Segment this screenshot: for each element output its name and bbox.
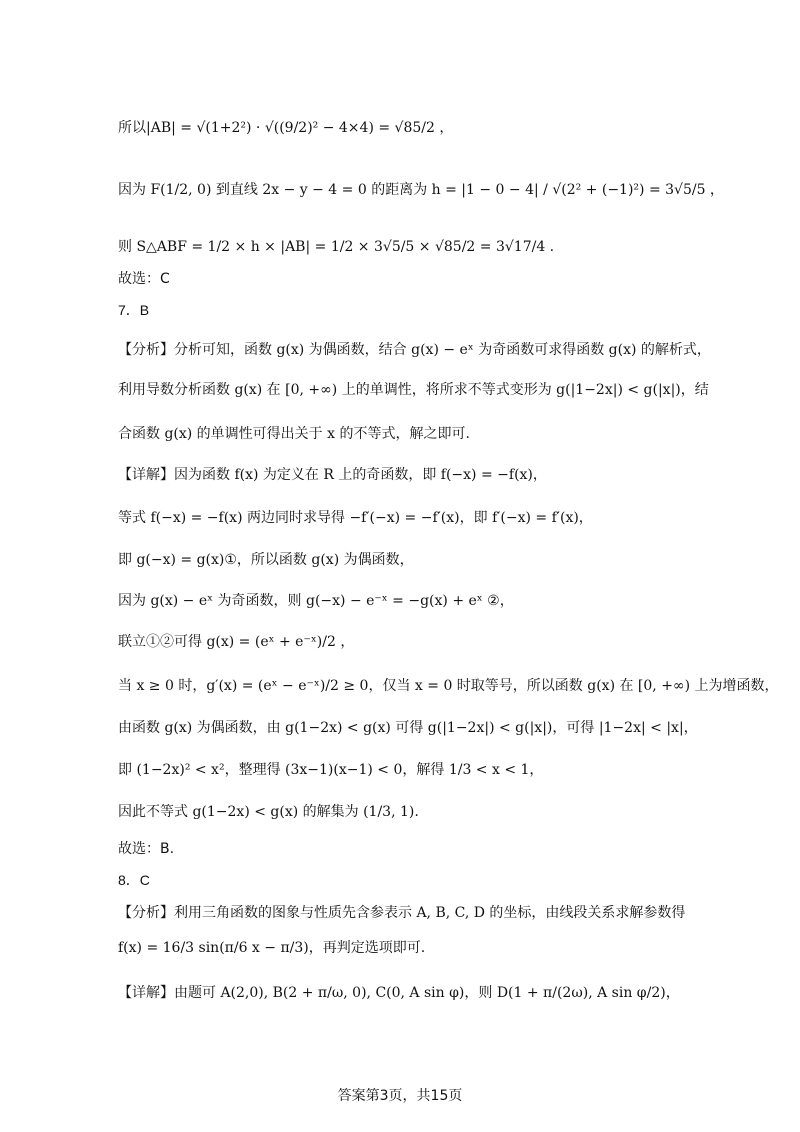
line-area: 则 S△ABF = 1/2 × h × |AB| = 1/2 × 3√5/5 × √85/2 = 3√17/4 . (118, 239, 555, 255)
q8-analysis-2: f(x) = 16/3 sin(π/6 x − π/3)，再判定选项即可. (118, 940, 426, 956)
question-7-heading: 7．B (118, 302, 150, 318)
q7-analysis-3: 合函数 g(x) 的单调性可得出关于 x 的不等式，解之即可. (118, 426, 470, 442)
q7-analysis-1: 【分析】分析可知，函数 g(x) 为偶函数，结合 g(x) − eˣ 为奇函数可求得函数 g(x) 的解析式， (118, 342, 711, 358)
q7-detail-4: 因为 g(x) − eˣ 为奇函数，则 g(−x) − e⁻ˣ = −g(x) + eˣ ②， (118, 593, 514, 609)
q7-detail-9: 因此不等式 g(1−2x) < g(x) 的解集为 (1/3, 1). (118, 804, 419, 820)
q7-detail-5: 联立①②可得 g(x) = (eˣ + e⁻ˣ)/2 ， (118, 634, 355, 650)
line-answer-7: 故选：B. (118, 841, 175, 857)
page-footer: 答案第3页，共15页 (337, 1088, 463, 1104)
q7-detail-2: 等式 f(−x) = −f(x) 两边同时求导得 −f′(−x) = −f′(x)，即 f′(−x) = f′(x)， (118, 510, 593, 526)
q7-detail-6: 当 x ≥ 0 时，g′(x) = (eˣ − e⁻ˣ)/2 ≥ 0，仅当 x = 0 时取等号，所以函数 g(x) 在 [0, +∞) 上为增函数， (118, 678, 779, 694)
q7-detail-3: 即 g(−x) = g(x)①，所以函数 g(x) 为偶函数， (118, 552, 414, 568)
q7-detail-1: 【详解】因为函数 f(x) 为定义在 R 上的奇函数，即 f(−x) = −f(x)， (118, 467, 547, 483)
q8-analysis-1: 【分析】利用三角函数的图象与性质先含参表示 A, B, C, D 的坐标，由线段关系求解参数得 (118, 905, 686, 921)
question-8-heading: 8．C (118, 872, 150, 888)
q7-detail-8: 即 (1−2x)² < x²，整理得 (3x−1)(x−1) < 0，解得 1/3 < x < 1， (118, 762, 544, 778)
q7-analysis-2: 利用导数分析函数 g(x) 在 [0, +∞) 上的单调性，将所求不等式变形为 g(|1−2x|) < g(|x|)，结 (118, 382, 709, 398)
q8-detail-1: 【详解】由题可 A(2,0), B(2 + π/ω, 0), C(0, A sin φ)，则 D(1 + π/(2ω), A sin φ/2)， (118, 985, 680, 1001)
line-ab-length: 所以|AB| = √(1+2²) · √((9/2)² − 4×4) = √85/2 ， (118, 120, 454, 136)
line-distance-h: 因为 F(1/2, 0) 到直线 2x − y − 4 = 0 的距离为 h = |1 − 0 − 4| / √(2² + (−1)²) = 3√5/5 ， (118, 182, 724, 198)
q7-detail-7: 由函数 g(x) 为偶函数，由 g(1−2x) < g(x) 可得 g(|1−2x|) < g(|x|)，可得 |1−2x| < |x|， (118, 720, 698, 736)
line-answer-6: 故选：C (118, 271, 170, 287)
